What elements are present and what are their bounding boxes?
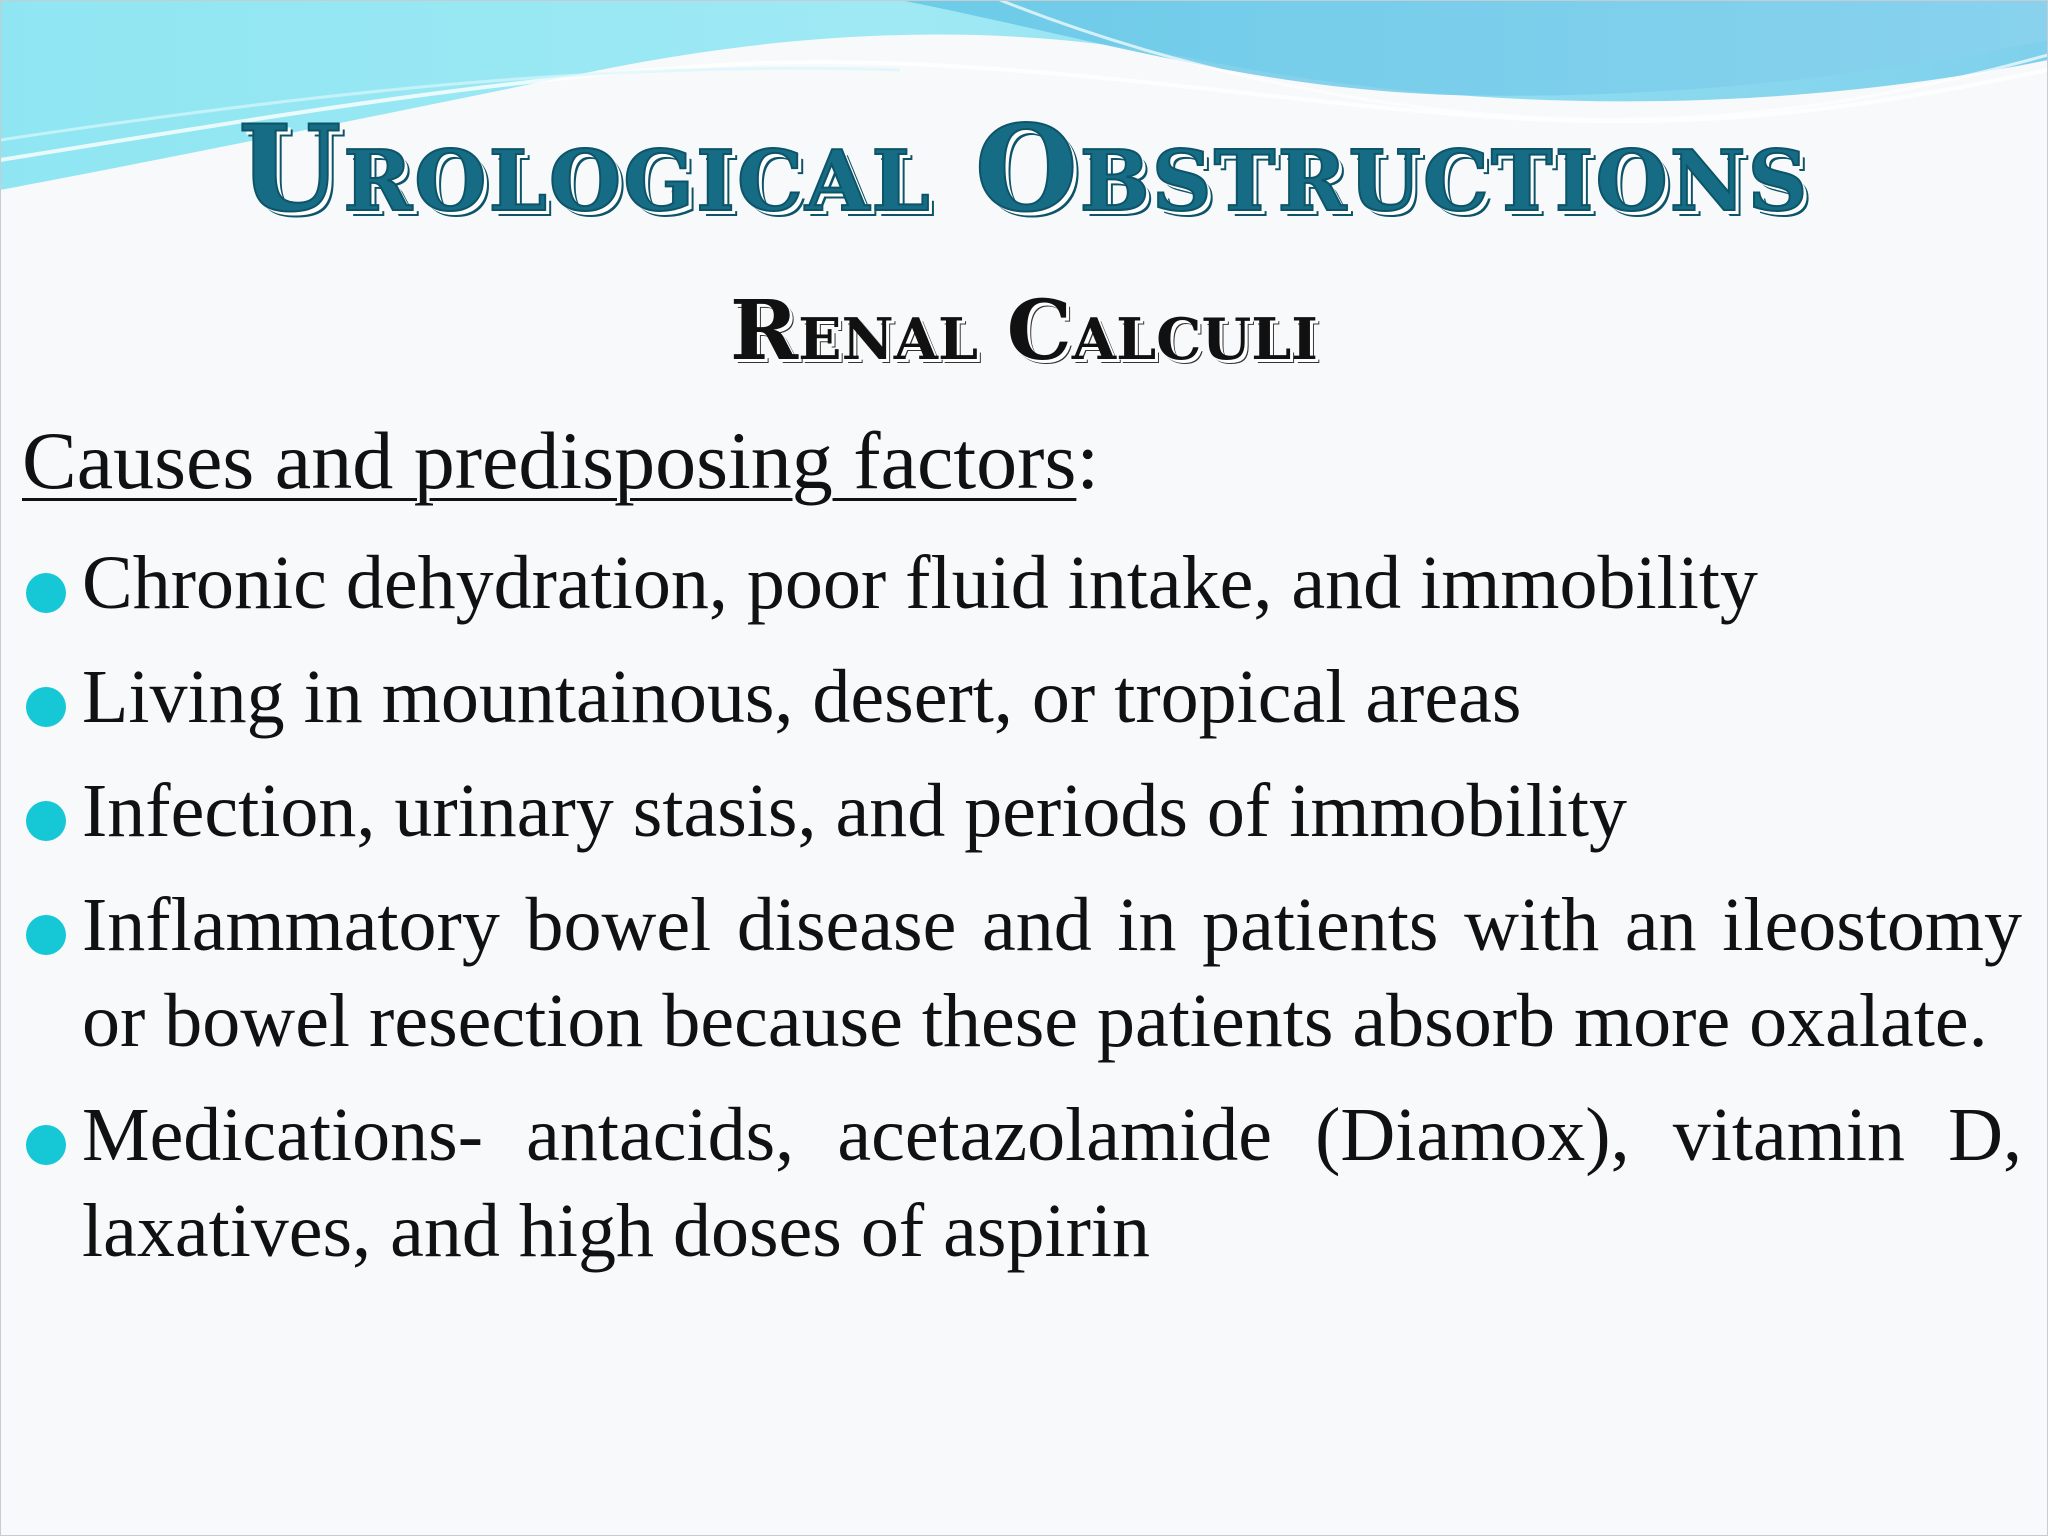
- section-heading-colon: :: [1076, 415, 1100, 506]
- list-item: [22, 1087, 2022, 1279]
- slide-title: Urological Obstructions: [238, 99, 1810, 238]
- list-item-text: Infection, urinary stasis, and periods of immobility: [82, 769, 1628, 853]
- list-item-text: Inflammatory bowel disease and in patients with an ileostomy or bowel resection because these patients absorb more oxalate.: [82, 883, 2022, 1063]
- list-item: [22, 649, 2022, 745]
- list-item: [22, 535, 2022, 631]
- bullet-dot-icon: [26, 687, 66, 727]
- section-heading-text: Causes and predisposing factors: [22, 415, 1077, 506]
- bullet-dot-icon: [26, 915, 66, 955]
- list-item: [22, 877, 2022, 1069]
- bullet-dot-icon: [26, 801, 66, 841]
- bullet-dot-icon: [26, 573, 66, 613]
- section-heading: [22, 416, 1099, 506]
- list-item: [22, 763, 2022, 859]
- slide-subtitle: Renal Calculi: [730, 283, 1318, 379]
- list-item-text: Living in mountainous, desert, or tropical areas: [82, 655, 1522, 739]
- list-item-text: Medications- antacids, acetazolamide (Diamox), vitamin D, laxatives, and high doses of aspirin: [82, 1093, 2022, 1273]
- bullet-dot-icon: [26, 1125, 66, 1165]
- list-item-text: Chronic dehydration, poor fluid intake, and immobility: [82, 541, 1758, 625]
- bullet-list: [22, 535, 2022, 1297]
